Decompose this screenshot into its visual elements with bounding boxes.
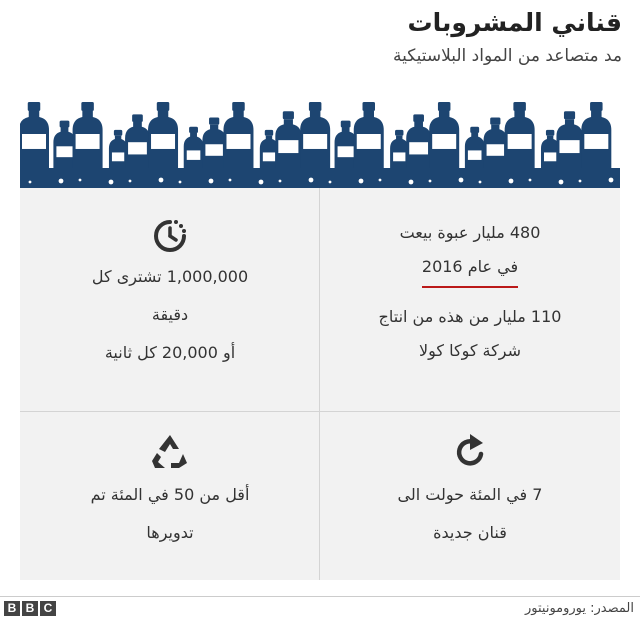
fact-new-bottles-line1: 7 في المئة حولت الى (397, 485, 543, 504)
bubble-dot (29, 181, 32, 184)
fact-sales-year: في عام 2016 (422, 250, 518, 288)
bottle-silhouette (556, 111, 582, 172)
bottle-silhouette (53, 121, 75, 172)
bottle-silhouette (20, 102, 49, 172)
bubble-dot (459, 178, 464, 183)
bubble-dot (109, 180, 114, 185)
bottle-silhouette (335, 121, 357, 172)
bottle-silhouette (354, 102, 384, 172)
bottle-silhouette (465, 127, 485, 172)
divider-horizontal (20, 411, 620, 412)
bottle-silhouette (202, 118, 226, 173)
bubble-dot (309, 178, 314, 183)
bubble-dot (59, 179, 64, 184)
bottle-silhouette (275, 111, 301, 172)
bbc-logo-letter: B (4, 601, 20, 616)
bottle-silhouette (148, 102, 178, 172)
bubble-dot (359, 179, 364, 184)
bubble-dot (379, 179, 382, 182)
fact-recycled (20, 432, 320, 550)
fact-sales-line4: شركة كوكا كولا (419, 341, 521, 360)
recycle-icon (149, 432, 191, 472)
bottle-silhouette (429, 102, 459, 172)
bubble-dot (259, 180, 264, 185)
fact-new-bottles (320, 432, 620, 550)
bubble-dot (279, 180, 282, 183)
stopwatch-icon (150, 216, 190, 256)
bottle-silhouette (223, 102, 253, 172)
bottle-silhouette (109, 130, 127, 172)
bubble-dot (559, 180, 564, 185)
bottle-silhouette (484, 118, 508, 173)
bubble-dot (159, 178, 164, 183)
bubble-dot (129, 180, 132, 183)
fact-recycled-line1: أقل من 50 في المئة تم (90, 485, 250, 504)
bbc-logo-letter: B (22, 601, 38, 616)
bbc-logo (4, 601, 56, 616)
fact-new-bottles-line2: قنان جديدة (433, 523, 507, 542)
bubble-dot (609, 178, 614, 183)
bubble-dot (329, 181, 332, 184)
refresh-arrow-icon (450, 432, 490, 472)
bubble-dot (479, 181, 482, 184)
bubble-dot (529, 179, 532, 182)
bubble-dot (429, 180, 432, 183)
fact-sales-line1: 480 مليار عبوة بيعت (399, 223, 541, 242)
source-note: المصدر: يورومونيتور (524, 601, 634, 616)
bottle-silhouette (390, 130, 408, 172)
bottle-silhouette (73, 102, 103, 172)
bottles-banner (20, 90, 620, 188)
bbc-logo-letter: C (40, 601, 56, 616)
page-title: قناني المشروبات (407, 8, 622, 37)
fact-per-minute-line2: دقيقة (151, 305, 189, 324)
fact-sales-line3: 110 مليار من هذه من انتاج (378, 307, 562, 326)
bubble-dot (79, 179, 82, 182)
bottle-silhouette (581, 102, 611, 172)
page-subtitle: مد متصاعد من المواد البلاستيكية (392, 46, 622, 66)
fact-per-minute-line1: 1,000,000 تشترى كل (91, 267, 249, 286)
bottle-silhouette (184, 127, 204, 172)
bottle-silhouette (505, 102, 535, 172)
bubble-dot (579, 180, 582, 183)
bottle-silhouette (300, 102, 330, 172)
bubble-dot (209, 179, 214, 184)
fact-per-minute (20, 216, 320, 370)
fact-per-minute-line3: أو 20,000 كل ثانية (104, 343, 236, 362)
bottle-silhouette (125, 114, 150, 172)
fact-recycled-line2: تدويرها (146, 523, 194, 542)
bubble-dot (179, 181, 182, 184)
facts-grid (20, 188, 620, 580)
bubble-dot (509, 179, 514, 184)
bubble-dot (409, 180, 414, 185)
bubble-dot (229, 179, 232, 182)
bottle-silhouette (406, 114, 431, 172)
fact-sales (320, 216, 620, 368)
footer-divider (0, 596, 640, 597)
